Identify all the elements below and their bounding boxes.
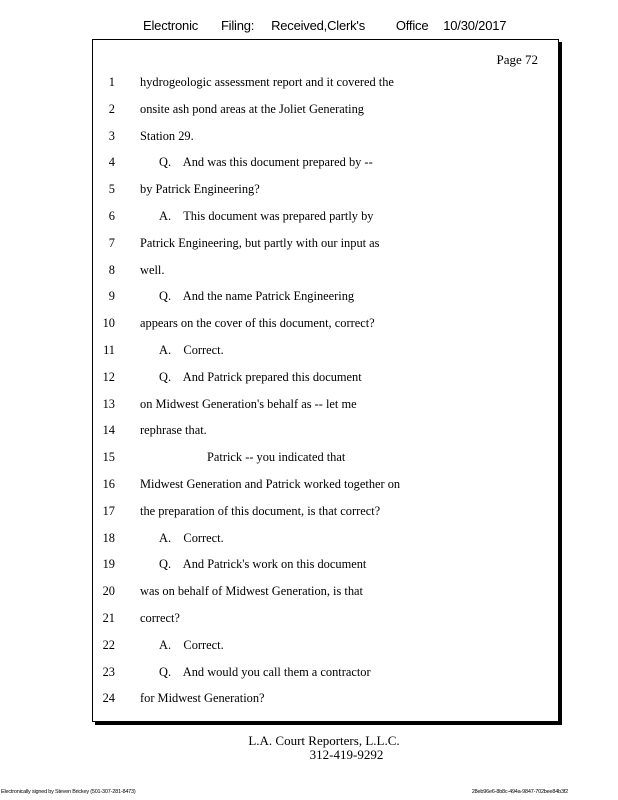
line-number: 4 — [108, 155, 115, 170]
filing-stamp-filing: Filing: — [220, 18, 255, 33]
line-text: Q. And Patrick prepared this document — [159, 369, 362, 384]
line-number: 14 — [102, 423, 115, 438]
line-text: Station 29. — [140, 128, 194, 143]
line-text: well. — [140, 262, 165, 277]
filing-stamp-header — [143, 18, 506, 33]
transcript-line — [93, 341, 558, 359]
line-number: 15 — [102, 450, 115, 465]
line-text: correct? — [140, 611, 180, 625]
line-number: 20 — [102, 584, 115, 599]
electronic-signature-note: Electronically signed by Steven Brickey (501-307-281-8473) — [1, 789, 136, 795]
line-text: A. This document was prepared partly by — [159, 209, 374, 223]
line-number: 1 — [108, 75, 115, 89]
transcript-line — [93, 287, 558, 305]
transcript-line — [93, 448, 558, 466]
line-text: Midwest Generation and Patrick worked together on — [140, 477, 401, 491]
filing-stamp-date: 10/30/2017 — [443, 18, 507, 33]
transcript-page-frame — [92, 39, 559, 722]
line-text: hydrogeologic assessment report and it covered the — [140, 75, 394, 89]
transcript-line — [93, 609, 558, 627]
line-number: 19 — [102, 557, 115, 572]
line-text: by Patrick Engineering? — [140, 182, 260, 197]
line-number: 3 — [108, 128, 115, 143]
line-number: 8 — [108, 262, 115, 277]
line-text: Patrick -- you indicated that — [207, 450, 346, 465]
transcript-line — [93, 180, 558, 198]
transcript-line — [93, 261, 558, 279]
line-number: 13 — [102, 396, 115, 411]
transcript-line — [93, 502, 558, 520]
line-text: appears on the cover of this document, correct? — [140, 316, 375, 331]
filing-stamp-office: Office — [395, 18, 429, 33]
transcript-line — [93, 475, 558, 493]
transcript-line — [93, 555, 558, 573]
line-number: 18 — [102, 530, 115, 545]
transcript-line — [93, 582, 558, 600]
line-text: Q. And was this document prepared by -- — [159, 155, 373, 170]
line-text: onsite ash pond areas at the Joliet Generating — [140, 101, 364, 116]
transcript-line — [93, 100, 558, 118]
line-number: 7 — [108, 235, 115, 250]
line-text: Patrick Engineering, but partly with our input as — [140, 235, 380, 250]
line-number: 12 — [102, 369, 115, 384]
filing-stamp-electronic: Electronic — [143, 18, 199, 33]
line-number: 10 — [102, 316, 115, 331]
document-hash-id: 28eb96e6-8b8c-494a-9847-702bee84b3f2 — [471, 789, 568, 795]
line-text: A. Correct. — [159, 637, 224, 652]
transcript-line — [93, 153, 558, 171]
transcript-line — [93, 663, 558, 681]
line-text: on Midwest Generation's behalf as -- let me — [140, 396, 357, 411]
line-number: 22 — [102, 637, 115, 652]
transcript-line — [93, 73, 558, 91]
line-number: 24 — [102, 691, 115, 706]
page-number: Page 72 — [496, 52, 538, 67]
court-reporter-phone: 312-419-9292 — [309, 747, 384, 762]
transcript-line — [93, 636, 558, 654]
line-text: Q. And the name Patrick Engineering — [159, 289, 355, 304]
line-text: A. Correct. — [159, 530, 224, 545]
transcript-line — [93, 421, 558, 439]
transcript-line — [93, 395, 558, 413]
transcript-line — [93, 127, 558, 145]
line-text: for Midwest Generation? — [140, 691, 265, 706]
filing-stamp-received: Received,Clerk's — [271, 18, 365, 33]
line-text: was on behalf of Midwest Generation, is that — [140, 584, 363, 599]
line-text: Q. And Patrick's work on this document — [159, 557, 367, 572]
line-text: Q. And would you call them a contractor — [159, 664, 371, 679]
line-number: 21 — [102, 611, 115, 625]
line-number: 23 — [102, 664, 115, 679]
line-text: the preparation of this document, is that correct? — [140, 503, 381, 518]
transcript-line — [93, 314, 558, 332]
line-number: 11 — [103, 343, 115, 357]
transcript-line — [93, 368, 558, 386]
line-number: 5 — [108, 182, 115, 197]
transcript-line — [93, 234, 558, 252]
line-number: 16 — [102, 477, 115, 491]
court-reporter-name: L.A. Court Reporters, L.L.C. — [248, 733, 400, 748]
line-text: rephrase that. — [140, 423, 207, 438]
line-number: 9 — [108, 289, 115, 304]
transcript-line — [93, 689, 558, 707]
transcript-line — [93, 529, 558, 547]
transcript-line — [93, 207, 558, 225]
line-text: A. Correct. — [159, 343, 224, 357]
line-number: 6 — [108, 209, 115, 223]
line-number: 17 — [102, 503, 115, 518]
line-number: 2 — [108, 101, 115, 116]
